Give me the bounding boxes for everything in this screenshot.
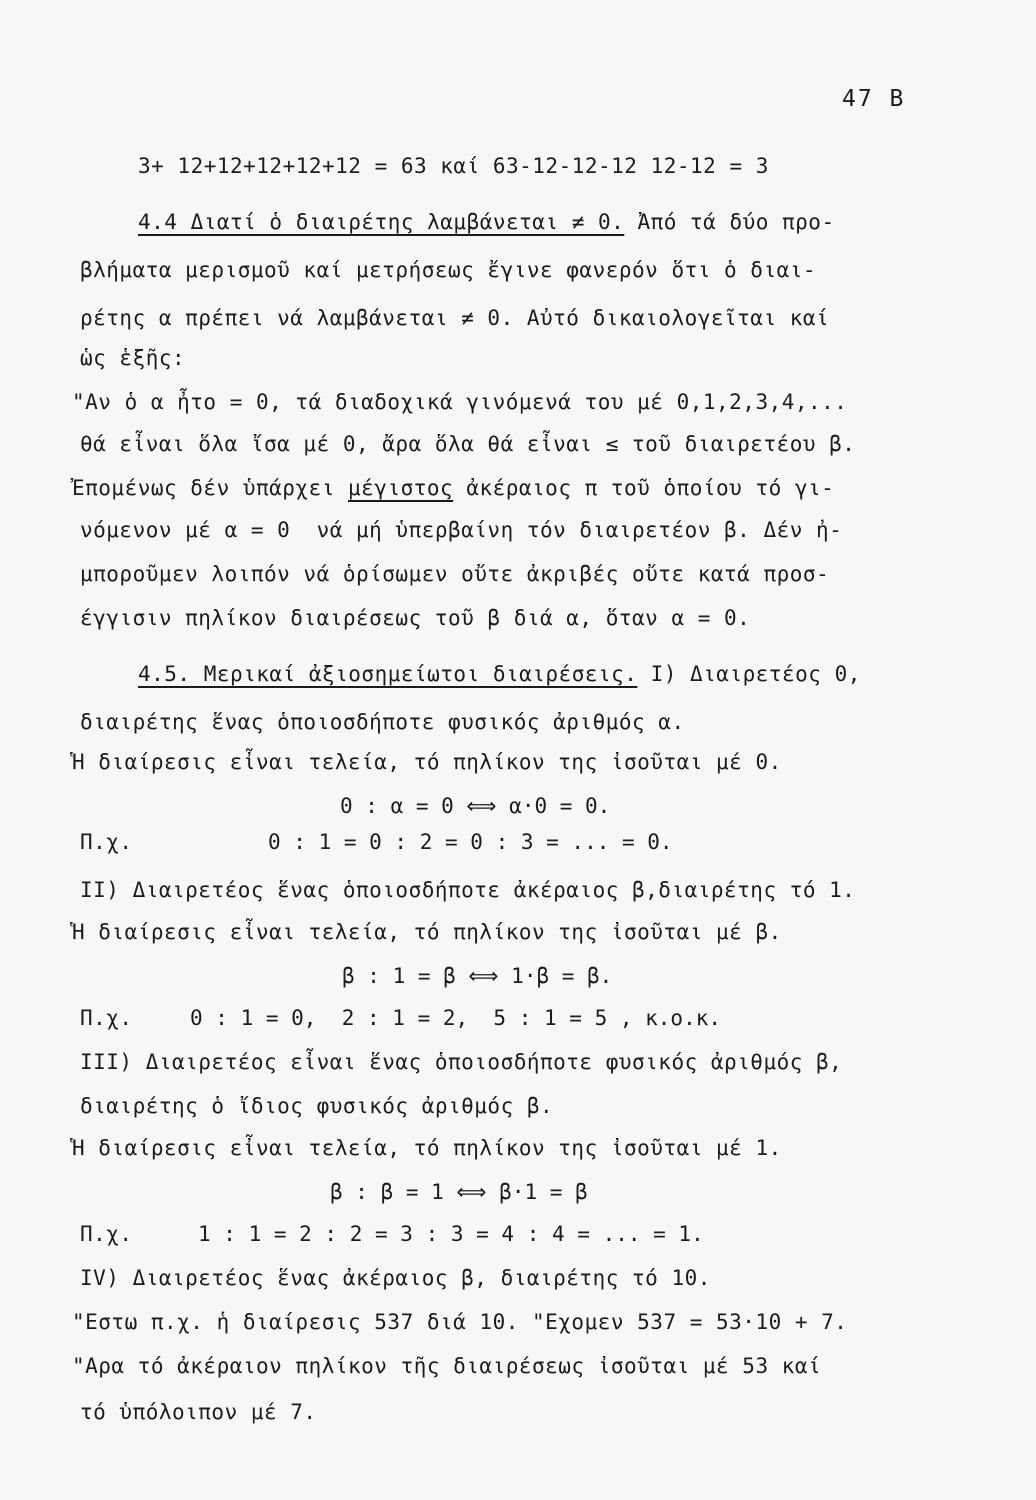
text-line: "Αρα τό ἀκέραιον πηλίκον τῆς διαιρέσεως ἰσοῦται μέ 53 καί (72, 1354, 822, 1378)
text-line: διαιρέτης ὁ ἴδιος φυσικός ἀριθμός β. (80, 1094, 554, 1118)
text-line: Ἡ διαίρεσις εἶναι τελεία, τό πηλίκον της ἰσοῦται μέ 1. (72, 1136, 782, 1160)
underlined-word: μέγιστος (348, 476, 454, 500)
text-line: διαιρέτης ἕνας ὁποιοσδήποτε φυσικός ἀριθμός α. (80, 710, 685, 734)
formula: β : 1 = β ⟺ 1·β = β. (342, 964, 613, 988)
text-line: νόμενον μέ α = 0 νά μή ὑπερβαίνη τόν διαιρετέον β. Δέν ἠ- (80, 518, 843, 542)
text-line: II) Διαιρετέος ἕνας ὁποιοσδήποτε ἀκέραιος β,διαιρέτης τό 1. (80, 878, 856, 902)
text-line: ρέτης α πρέπει νά λαμβάνεται ≠ 0. Αὐτό δικαιολογεῖται καί (80, 306, 830, 330)
example-label: Π.χ. (80, 1222, 133, 1246)
text-line: "Αν ὁ α ἦτο = 0, τά διαδοχικά γινόμενά του μέ 0,1,2,3,4,... (72, 390, 848, 414)
formula: 1 : 1 = 2 : 2 = 3 : 3 = 4 : 4 = ... = 1. (198, 1222, 704, 1246)
section-heading: 4.5. Μερικαί ἀξιοσημείωτοι διαιρέσεις. (138, 662, 638, 686)
formula: β : β = 1 ⟺ β·1 = β (330, 1180, 588, 1204)
text-line: έγγισιν πηλίκον διαιρέσεως τοῦ β διά α, ὅταν α = 0. (80, 606, 751, 630)
text-line: Ἡ διαίρεσις εἶναι τελεία, τό πηλίκον της ἰσοῦται μέ β. (72, 920, 782, 944)
text-line: IV) Διαιρετέος ἕνας ἀκέραιος β, διαιρέτης τό 10. (80, 1266, 711, 1290)
section-heading: 4.4 Διατί ὁ διαιρέτης λαμβάνεται ≠ 0. (138, 210, 625, 234)
formula: 0 : α = 0 ⟺ α·0 = 0. (340, 794, 611, 818)
text-line: "Εστω π.χ. ἡ διαίρεσις 537 διά 10. "Εχομεν 537 = 53·10 + 7. (72, 1310, 848, 1334)
text-line: βλήματα μερισμοῦ καί μετρήσεως ἔγινε φανερόν ὅτι ὁ διαι- (80, 258, 817, 282)
example-label: Π.χ. (80, 1006, 133, 1030)
text-line: Ἡ διαίρεσις εἶναι τελεία, τό πηλίκον της ἰσοῦται μέ 0. (72, 750, 782, 774)
formula: 0 : 1 = 0, 2 : 1 = 2, 5 : 1 = 5 , κ.ο.κ. (190, 1006, 722, 1030)
text-line: θά εἶναι ὅλα ἴσα μέ 0, ἄρα ὅλα θά εἶναι ≤ τοῦ διαιρετέου β. (80, 432, 856, 456)
text-line: μποροῦμεν λοιπόν νά ὁρίσωμεν οὔτε ἀκριβές οὔτε κατά προσ- (80, 562, 830, 586)
text-line: III) Διαιρετέος εἶναι ἕνας ὁποιοσδήποτε φυσικός ἀριθμός β, (80, 1050, 843, 1074)
text-line: ὡς ἑξῆς: (80, 346, 186, 370)
example-label: Π.χ. (80, 830, 133, 854)
text-line: τό ὑπόλοιπον μέ 7. (80, 1400, 317, 1424)
page-number: 47 B (842, 86, 906, 112)
text-line: 4.5. Μερικαί ἀξιοσημείωτοι διαιρέσεις. I) Διαιρετέος 0, (138, 662, 861, 686)
text-line: 3+ 12+12+12+12+12 = 63 καί 63-12-12-12 12-12 = 3 (138, 154, 769, 178)
text-line: Ἐπομένως δέν ὑπάρχει μέγιστος ἀκέραιος π τοῦ ὁποίου τό γι- (72, 476, 835, 500)
text-line: 4.4 Διατί ὁ διαιρέτης λαμβάνεται ≠ 0. Ἀπό τά δύο προ- (138, 210, 835, 234)
formula: 0 : 1 = 0 : 2 = 0 : 3 = ... = 0. (268, 830, 673, 854)
